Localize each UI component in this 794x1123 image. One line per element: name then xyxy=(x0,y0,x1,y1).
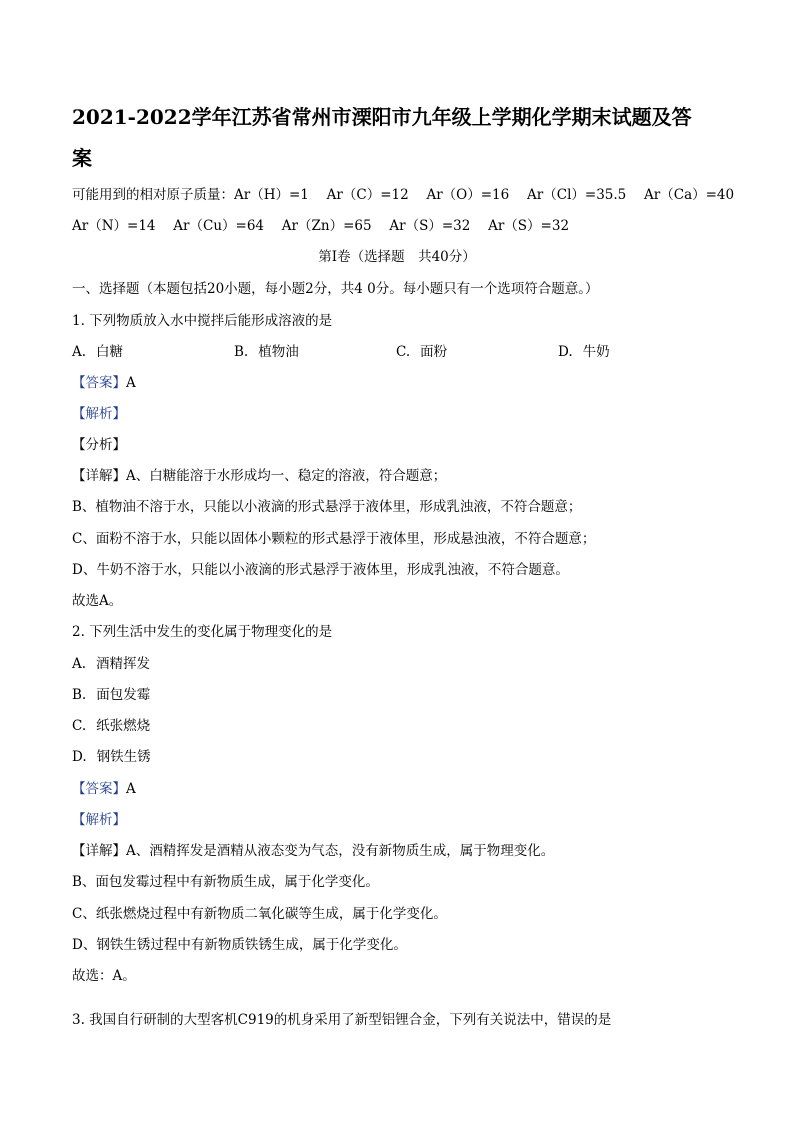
q1-fenxi-label: 【分析】 xyxy=(72,437,126,453)
q1-answer xyxy=(72,374,136,392)
q1-option-c xyxy=(396,343,447,361)
q1-detail-b: B、植物油不溶于水，只能以小液滴的形式悬浮于液体里，形成乳浊液，不符合题意； xyxy=(72,499,582,515)
q2-analysis-label: 【解析】 xyxy=(72,812,126,828)
q2-option-d xyxy=(72,748,151,766)
q1-analysis-label: 【解析】 xyxy=(72,406,126,422)
q1-option-a-text: 白糖 xyxy=(96,344,124,360)
q2-detail-a xyxy=(72,842,554,860)
q2-detail-label: 【详解】 xyxy=(72,843,126,859)
q1-option-a-key: A. xyxy=(72,344,87,360)
q2-stem: 2. 下列生活中发生的变化属于物理变化的是 xyxy=(72,624,333,640)
q1-answer-value: A xyxy=(126,375,136,391)
q2-option-c-text: 纸张燃烧 xyxy=(96,718,151,734)
q2-option-b xyxy=(72,686,150,704)
q2-answer-label: 【答案】 xyxy=(72,781,126,797)
q2-detail-b: B、面包发霉过程中有新物质生成，属于化学变化。 xyxy=(72,874,379,890)
q2-detail-c: C、纸张燃烧过程中有新物质二氧化碳等生成，属于化学变化。 xyxy=(72,906,447,922)
q1-conclusion: 故选A。 xyxy=(72,593,123,609)
q2-option-a-key: A. xyxy=(72,656,87,672)
q2-option-a-text: 酒精挥发 xyxy=(96,656,151,672)
q1-detail-a xyxy=(72,467,446,485)
q1-option-d-key: D. xyxy=(558,344,573,360)
q1-option-d-text: 牛奶 xyxy=(582,344,610,360)
q2-conclusion: 故选：A。 xyxy=(72,968,136,984)
q1-detail-a-text: A、白糖能溶于水形成均一、稳定的溶液，符合题意； xyxy=(126,468,447,484)
q1-option-c-text: 面粉 xyxy=(420,344,448,360)
q1-detail-c: C、面粉不溶于水，只能以固体小颗粒的形式悬浮于液体里，形成悬浊液，不符合题意； xyxy=(72,531,596,547)
q2-option-b-text: 面包发霉 xyxy=(96,687,151,703)
atomic-mass-line1: 可能用到的相对原子质量：Ar（H）=1 Ar（C）=12 Ar（O）=16 Ar（Cl）=35.5 Ar（Ca）=40 xyxy=(72,187,735,203)
q2-option-d-key: D. xyxy=(72,749,87,765)
section-instructions: 一、选择题（本题包括20小题，每小题2分，共4 0分。每小题只有一个选项符合题意。） xyxy=(72,281,599,297)
q1-stem: 1. 下列物质放入水中搅拌后能形成溶液的是 xyxy=(72,313,333,329)
q1-detail-d: D、牛奶不溶于水，只能以小液滴的形式悬浮于液体里，形成乳浊液，不符合题意。 xyxy=(72,562,569,578)
atomic-mass-line2: Ar（N）=14 Ar（Cu）=64 Ar（Zn）=65 Ar（S）=32 Ar（S）=32 xyxy=(72,218,570,234)
q1-option-c-key: C. xyxy=(396,344,411,360)
q1-option-b-text: 植物油 xyxy=(258,344,299,360)
section-heading: 第Ⅰ卷（选择题 共40分） xyxy=(318,249,476,265)
q2-option-c-key: C. xyxy=(72,718,87,734)
q3-stem: 3. 我国自行研制的大型客机C919的机身采用了新型铝锂合金，下列有关说法中，错误的是 xyxy=(72,1012,612,1028)
q1-option-b-key: B. xyxy=(234,344,249,360)
document-title-line1: 2021-2022学年江苏省常州市溧阳市九年级上学期化学期末试题及答 xyxy=(72,105,692,129)
q2-option-a xyxy=(72,655,150,673)
q2-answer-value: A xyxy=(126,781,136,797)
q1-option-b xyxy=(234,343,299,361)
q2-option-d-text: 钢铁生锈 xyxy=(96,749,151,765)
q1-option-a xyxy=(72,343,123,361)
q2-detail-a-text: A、酒精挥发是酒精从液态变为气态，没有新物质生成，属于物理变化。 xyxy=(126,843,555,859)
q1-answer-label: 【答案】 xyxy=(72,375,126,391)
q2-option-b-key: B. xyxy=(72,687,87,703)
q1-option-d xyxy=(558,343,610,361)
q2-option-c xyxy=(72,717,150,735)
q1-detail-label: 【详解】 xyxy=(72,468,126,484)
q2-answer xyxy=(72,780,136,798)
q2-detail-d: D、钢铁生锈过程中有新物质铁锈生成，属于化学变化。 xyxy=(72,937,407,953)
document-title-line2: 案 xyxy=(72,146,92,170)
